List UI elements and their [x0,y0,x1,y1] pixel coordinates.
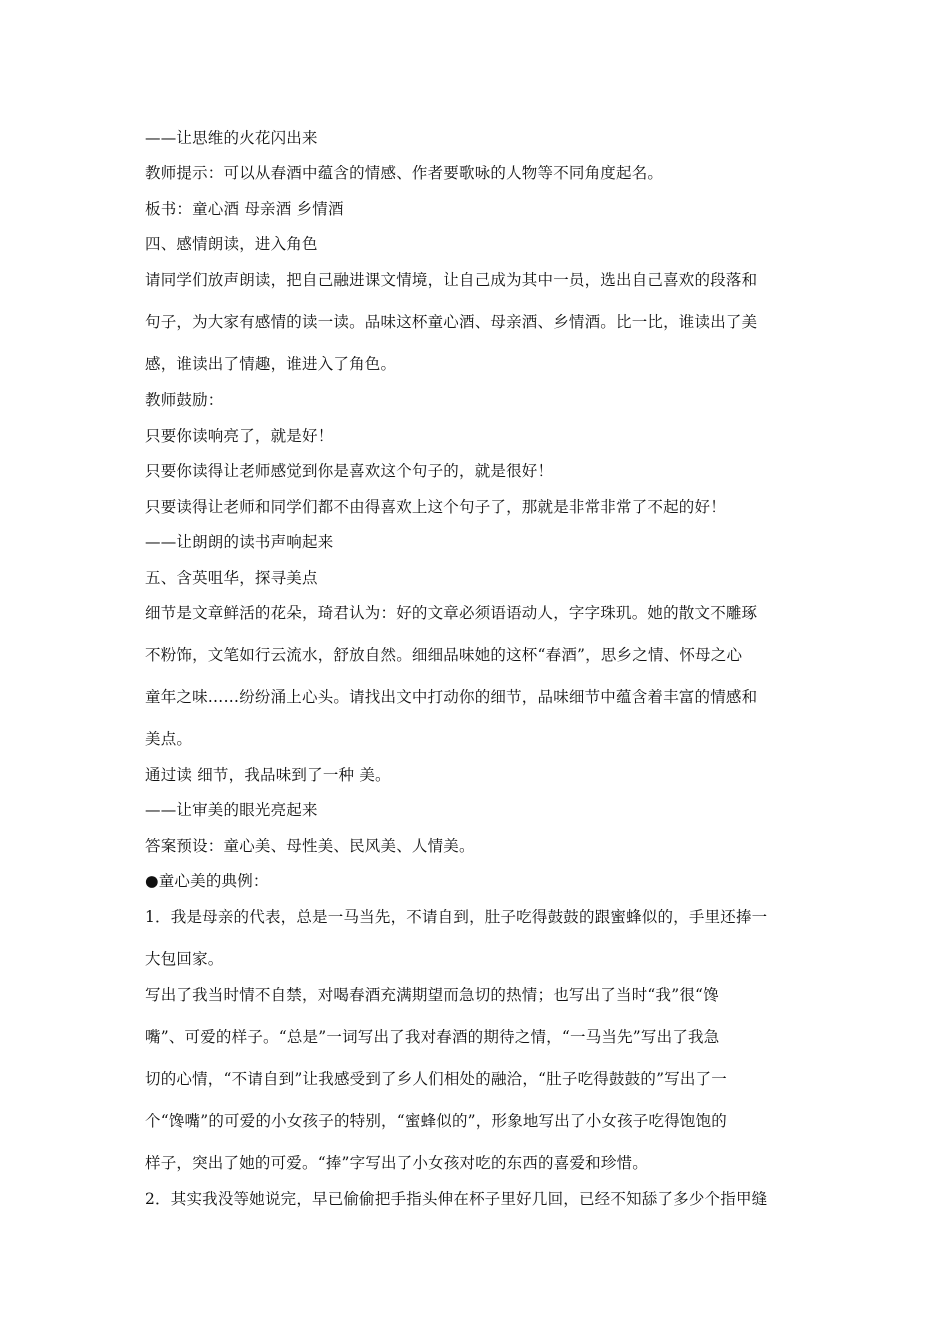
fill-in-sentence: 通过读 细节，我品味到了一种 美。 [145,766,391,784]
analysis-line: 样子，突出了她的可爱。“捧”字写出了小女孩对吃的东西的喜爱和珍惜。 [145,1154,648,1172]
answer-preset: 答案预设：童心美、母性美、民风美、人情美。 [145,837,475,855]
section-tagline: ——让审美的眼光亮起来 [145,801,318,819]
paragraph-line: 请同学们放声朗读，把自己融进课文情境，让自己成为其中一员，选出自己喜欢的段落和 [145,271,758,289]
analysis-line: 写出了我当时情不自禁，对喝春酒充满期望而急切的热情；也写出了当时“我”很“馋 [145,986,719,1004]
section-heading-4: 四、感情朗读，进入角色 [145,235,318,253]
paragraph-line: 感，谁读出了情趣，谁进入了角色。 [145,355,397,373]
section-tagline: ——让思维的火花闪出来 [145,129,318,147]
example-1-line: 大包回家。 [145,950,224,968]
encouragement-line: 只要你读得让老师感觉到你是喜欢这个句子的，就是很好！ [145,462,554,480]
encouragement-line: 只要读得让老师和同学们都不由得喜欢上这个句子了，那就是非常非常了不起的好！ [145,498,726,516]
paragraph-line: 美点。 [145,730,193,748]
paragraph-line: 童年之味……纷纷涌上心头。请找出文中打动你的细节，品味细节中蕴含着丰富的情感和 [145,688,758,706]
analysis-line: 切的心情，“不请自到”让我感受到了乡人们相处的融洽，“肚子吃得鼓鼓的”写出了一 [145,1070,727,1088]
section-heading-5: 五、含英咀华，探寻美点 [145,569,318,587]
encouragement-line: 只要你读响亮了，就是好！ [145,427,334,445]
analysis-line: 个“馋嘴”的可爱的小女孩子的特别，“蜜蜂似的”，形象地写出了小女孩子吃得饱饱的 [145,1112,727,1130]
section-tagline: ——让朗朗的读书声响起来 [145,533,334,551]
example-1-line: 1．我是母亲的代表，总是一马当先，不请自到，肚子吃得鼓鼓的跟蜜蜂似的，手里还捧一 [145,908,768,926]
example-heading: ●童心美的典例： [145,872,269,890]
example-2-line: 2．其实我没等她说完，早已偷偷把手指头伸在杯子里好几回，已经不知舔了多少个指甲缝 [145,1190,768,1208]
paragraph-line: 不粉饰，文笔如行云流水，舒放自然。细细品味她的这杯“春酒”，思乡之情、怀母之心 [145,646,743,664]
board-writing: 板书：童心酒 母亲酒 乡情酒 [145,200,344,218]
paragraph-line: 细节是文章鲜活的花朵，琦君认为：好的文章必须语语动人，字字珠玑。她的散文不雕琢 [145,604,758,622]
analysis-line: 嘴”、可爱的样子。“总是”一词写出了我对春酒的期待之情，“一马当先”写出了我急 [145,1028,720,1046]
teacher-hint: 教师提示：可以从春酒中蕴含的情感、作者要歌咏的人物等不同角度起名。 [145,164,664,182]
paragraph-line: 句子，为大家有感情的读一读。品味这杯童心酒、母亲酒、乡情酒。比一比，谁读出了美 [145,313,758,331]
teacher-encouragement-label: 教师鼓励： [145,391,224,409]
